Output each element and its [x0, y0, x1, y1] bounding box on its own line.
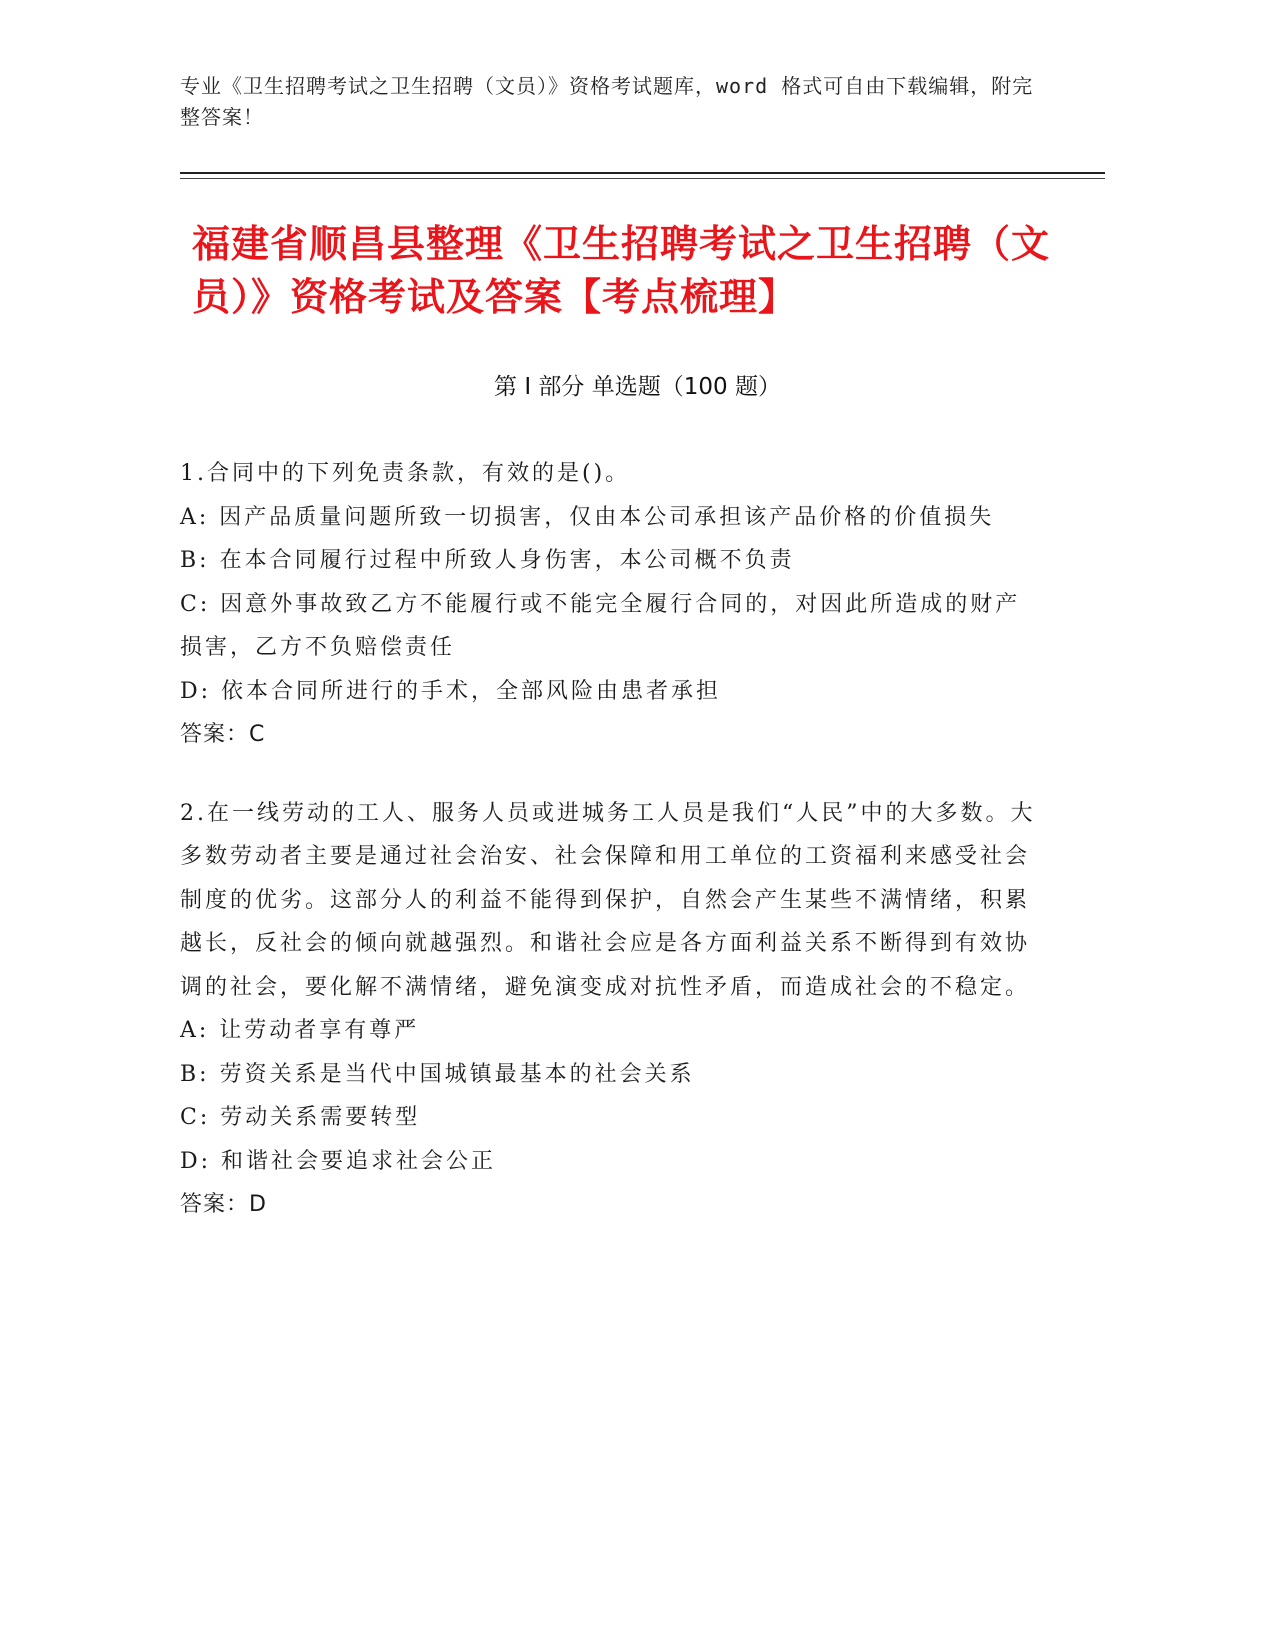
option-d: D: 和谐社会要追求社会公正	[180, 1148, 497, 1174]
question-stem: 1.合同中的下列免责条款，有效的是()。	[180, 461, 631, 486]
document-title: 福建省顺昌县整理《卫生招聘考试之卫生招聘（文员）》资格考试及答案【考点梳理】	[192, 222, 1051, 319]
option-c: C: 劳动关系需要转型	[180, 1105, 421, 1130]
question-stem: 2.在一线劳动的工人、服务人员或进城务工人员是我们“人民”中的大多数。大多数劳动者主要是通过社会治安、社会保障和用工单位的工资福利来感受社会制度的优劣。这部分人的利益不能得到保护，自然会产生某些不满情绪，积累越长，反社会的倾向就越强烈。和谐社会应是各方面利益关系不断得到有效协调的社会，要化解不满情绪，避免演变成对抗性矛盾，而造成社会的不稳定。	[180, 800, 1036, 1000]
header-divider-thick	[180, 172, 1105, 174]
answer-line: 答案：C	[180, 722, 266, 747]
option-c: C: 因意外事故致乙方不能履行或不能完全履行合同的，对因此所造成的财产损害，乙方不负赔偿责任	[180, 591, 1021, 660]
option-b: B: 劳资关系是当代中国城镇最基本的社会关系	[180, 1061, 695, 1087]
option-a: A: 让劳动者享有尊严	[180, 1018, 420, 1043]
answer-line: 答案：D	[180, 1192, 267, 1217]
question-list	[180, 452, 1040, 1262]
option-d: D: 依本合同所进行的手术，全部风险由患者承担	[180, 678, 722, 704]
option-a: A: 因产品质量问题所致一切损害，仅由本公司承担该产品价格的价值损失	[180, 504, 995, 530]
question-2	[180, 792, 1040, 1227]
section-heading: 第 I 部分 单选题（100 题）	[494, 374, 781, 400]
page-header-note: 专业《卫生招聘考试之卫生招聘（文员）》资格考试题库，word 格式可自由下载编辑，附完整答案！	[180, 74, 1034, 129]
option-b: B: 在本合同履行过程中所致人身伤害，本公司概不负责	[180, 548, 795, 573]
question-1	[180, 452, 1040, 757]
header-divider-thin	[180, 178, 1105, 179]
